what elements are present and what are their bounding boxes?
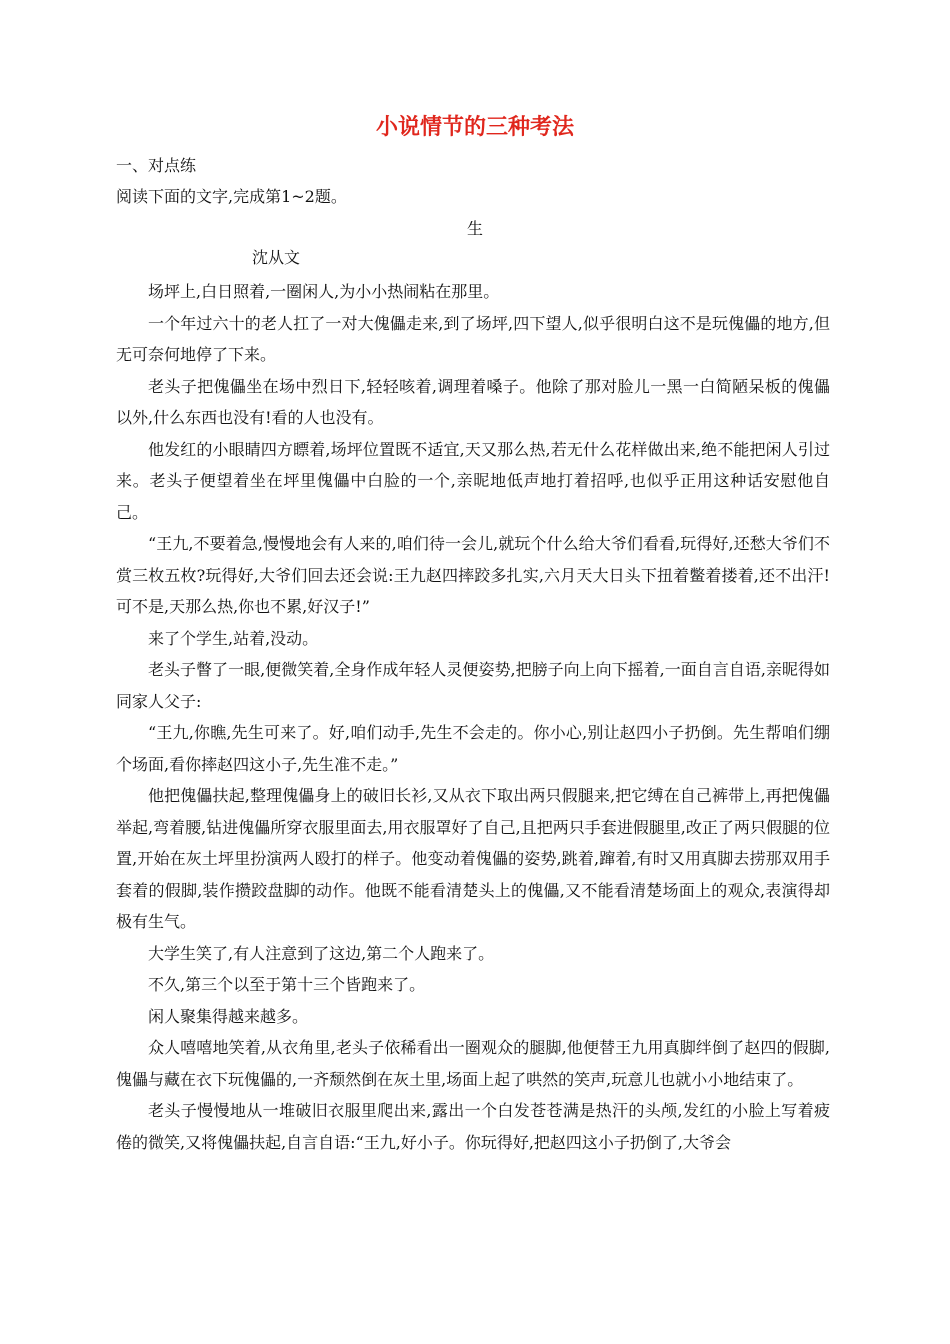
document-title: 小说情节的三种考法 bbox=[375, 115, 574, 140]
paragraph: 老头子瞥了一眼,便微笑着,全身作成年轻人灵便姿势,把膀子向上向下摇着,一面自言自语,亲昵得如同家人父子: bbox=[116, 660, 830, 711]
paragraph: 不久,第三个以至于第十三个皆跑来了。 bbox=[148, 975, 426, 994]
paragraph: 场坪上,白日照着,一圈闲人,为小小热闹粘在那里。 bbox=[148, 282, 500, 301]
story-author: 沈从文 bbox=[252, 248, 301, 267]
paragraph: 老头子把傀儡坐在场中烈日下,轻轻咳着,调理着嗓子。他除了那对脸儿一黑一白简陋呆板的傀儡以外,什么东西也没有!看的人也没有。 bbox=[116, 376, 830, 427]
paragraph: 众人嘻嘻地笑着,从衣角里,老头子依稀看出一圈观众的腿脚,他便替王九用真脚绊倒了赵四的假脚,傀儡与藏在衣下玩傀儡的,一齐颓然倒在灰土里,场面上起了哄然的笑声,玩意儿也就小小地结束了。 bbox=[116, 1038, 830, 1089]
paragraph: “王九,你瞧,先生可来了。好,咱们动手,先生不会走的。你小心,别让赵四小子扔倒。先生帮咱们绷个场面,看你摔赵四这小子,先生准不走。” bbox=[116, 723, 830, 774]
paragraph: 大学生笑了,有人注意到了这边,第二个人跑来了。 bbox=[148, 943, 495, 963]
paragraph: 他发红的小眼睛四方瞟着,场坪位置既不适宜,天又那么热,若无什么花样做出来,绝不能把闲人引过来。老头子便望着坐在坪里傀儡中白脸的一个,亲昵地低声地打着招呼,也似乎正用这种话安慰他自己。 bbox=[116, 439, 830, 522]
paragraph: 他把傀儡扶起,整理傀儡身上的破旧长衫,又从衣下取出两只假腿来,把它缚在自己裤带上,再把傀儡举起,弯着腰,钻进傀儡所穿衣服里面去,用衣服罩好了自己,且把两只手套进假腿里,改正了两只假腿的位置,开始在灰土坪里扮演两人殴打的样子。他变动着傀儡的姿势,跳着,蹿着,有时又用真脚去捞那双用手套着的假脚,装作攒跤盘脚的动作。他既不能看清楚头上的傀儡,又不能看清楚场面上的观众,表演得却极有生气。 bbox=[116, 786, 830, 931]
paragraph: 老头子慢慢地从一堆破旧衣服里爬出来,露出一个白发苍苍满是热汗的头颅,发红的小脸上写着疲倦的微笑,又将傀儡扶起,自言自语:“王九,好小子。你玩得好,把赵四这小子扔倒了,大爷会 bbox=[116, 1101, 830, 1152]
paragraph: “王九,不要着急,慢慢地会有人来的,咱们待一会儿,就玩个什么给大爷们看看,玩得好,还愁大爷们不赏三枚五枚?玩得好,大爷们回去还会说:王九赵四摔跤多扎实,六月天大日头下扭着鳖着搂着,还不出汗!可不是,天那么热,你也不累,好汉子!” bbox=[116, 534, 830, 616]
story-body bbox=[116, 276, 830, 1158]
paragraph: 一个年过六十的老人扛了一对大傀儡走来,到了场坪,四下望人,似乎很明白这不是玩傀儡的地方,但无可奈何地停了下来。 bbox=[116, 313, 830, 364]
paragraph: 闲人聚集得越来越多。 bbox=[148, 1006, 309, 1026]
story-title: 生 bbox=[466, 219, 483, 238]
instruction-text: 阅读下面的文字,完成第1~2题。 bbox=[116, 187, 347, 206]
section-heading: 一、对点练 bbox=[116, 156, 197, 175]
paragraph: 来了个学生,站着,没动。 bbox=[148, 628, 319, 648]
